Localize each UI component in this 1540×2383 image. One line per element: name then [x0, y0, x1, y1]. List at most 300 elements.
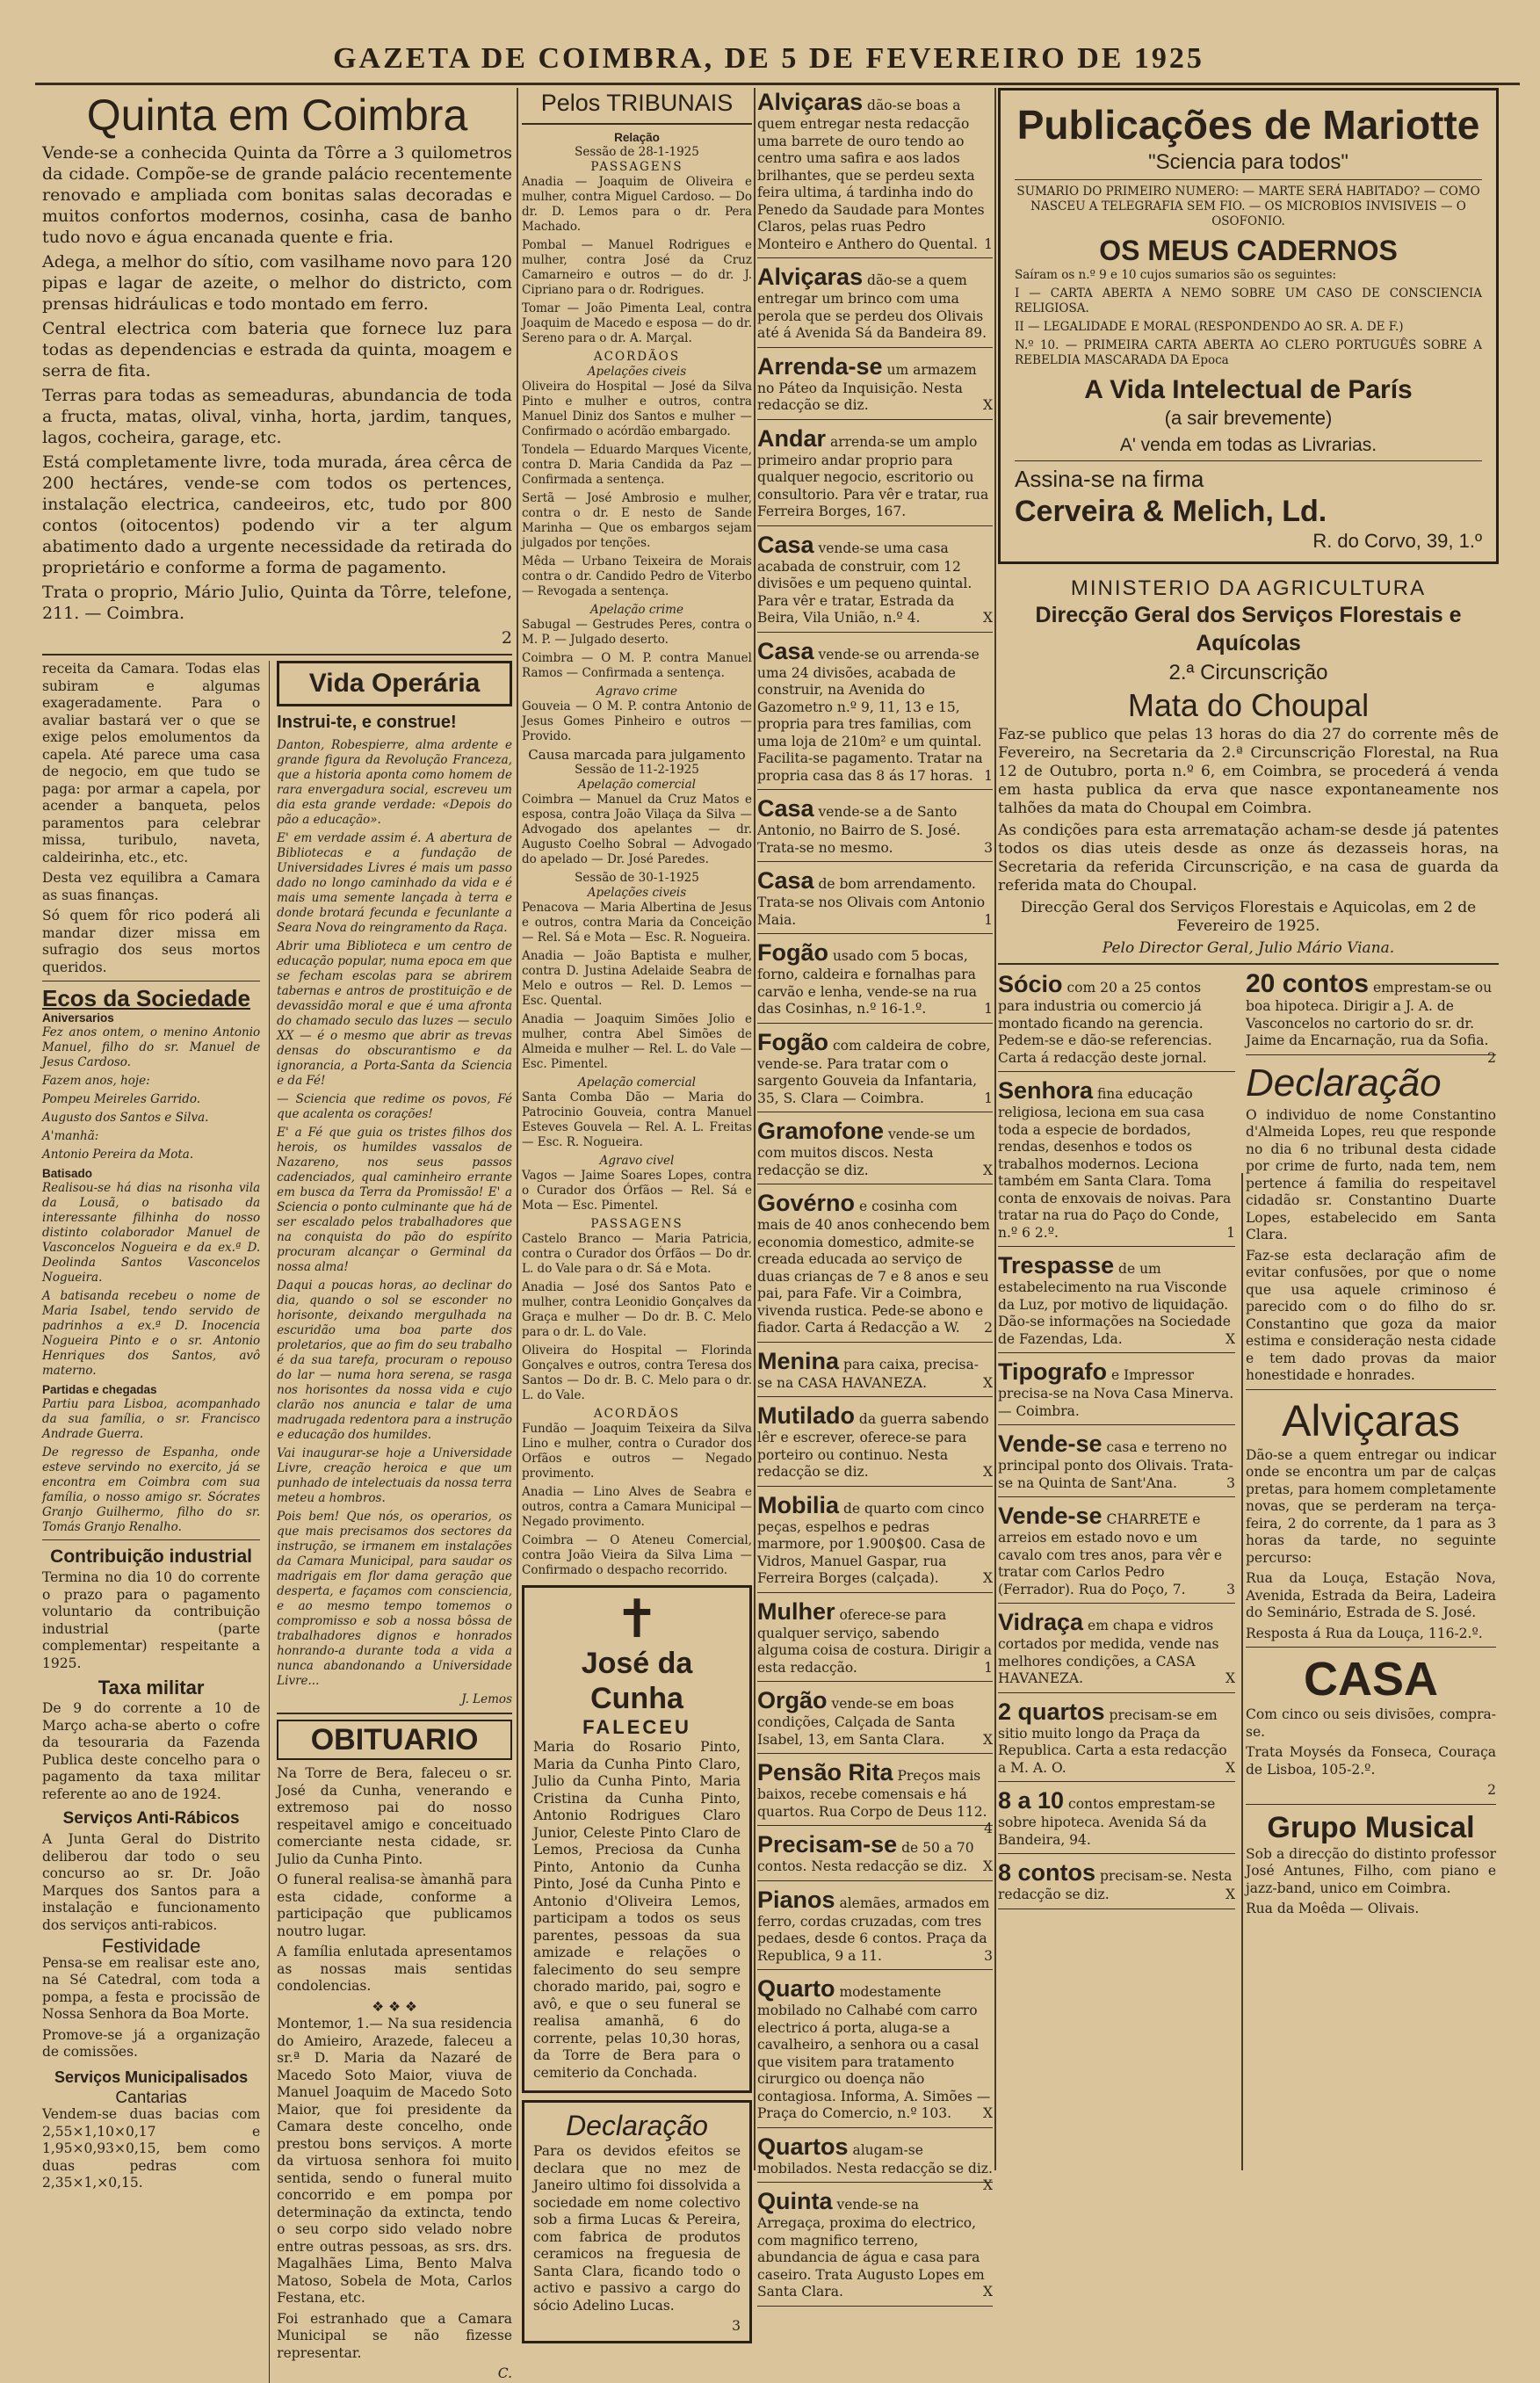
- cantarias-title: Cantarias: [115, 2088, 187, 2107]
- classified-ad: [757, 938, 993, 1018]
- tribunais-entry: Coimbra — O M. P. contra Manuel Ramos — Confirmada a sentença.: [522, 651, 752, 680]
- classified-ad: [757, 1830, 993, 1876]
- ad-keyword: Pianos: [757, 1886, 835, 1913]
- vida-para: E' a Fé que guia os tristes filhos dos herois, os humildes vassalos de Nazareno, nos seus passos cadenciados, qual caminheiro errante em busca da Terra da Promissão! E' a Sciencia o ponto culminante que há de ser escalado pelos trabalhadores que na conquista do pão do espírito procuram alcançar o Germinal da nossa alma!: [277, 1126, 512, 1274]
- column-rule: [517, 88, 518, 2170]
- divider: [757, 2127, 993, 2128]
- bapt-title: Batisado: [42, 1167, 93, 1180]
- ad-num: X: [982, 610, 993, 626]
- mariotte-title: Publicações de Mariotte: [1016, 102, 1480, 148]
- classified-ad: [757, 263, 993, 343]
- classified-ad: [757, 637, 993, 786]
- ministerio-title: MINISTERIO DA AGRICULTURA: [1070, 576, 1427, 600]
- ad-num: X: [982, 1374, 993, 1391]
- classified-ad: [998, 1608, 1235, 1688]
- divider: [757, 1825, 993, 1826]
- classified-ad: [998, 1430, 1235, 1492]
- ad-num: X: [982, 2105, 993, 2121]
- ad-num: 3: [1226, 1474, 1235, 1491]
- classified-ad: [757, 1347, 993, 1393]
- obit-notice-name: José da Cunha: [581, 1647, 693, 1715]
- tribunais-entry: Anadia — João Baptista e mulher, contra D. Justina Adelaide Seabra de Melo e outros — Rel. D. Lemos — Esc. Quental.: [522, 949, 752, 1008]
- ministerio-circ: 2.ª Circunscrição: [1168, 661, 1328, 684]
- alvicaras3-text: Rua da Louça, Estação Nova, Avenida, Estrada da Beira, Ladeira do Seminário, Estrada de S. José.: [1246, 1570, 1496, 1620]
- ad-text: de 50 a 70 contos. Nesta redacção se diz.: [757, 1840, 974, 1874]
- ad-num: X: [982, 1162, 993, 1178]
- classified-ad: [757, 1189, 993, 1337]
- firma-rua: R. do Corvo, 39, 1.º: [1312, 530, 1482, 552]
- ornament: ❖ ❖ ❖: [372, 1998, 417, 2015]
- ad-text: alugam-se mobilados. Nesta redacção se diz.: [757, 2141, 993, 2177]
- munic-title: Serviços Municipalisados: [54, 2068, 249, 2086]
- ad-keyword: 8 contos: [998, 1859, 1096, 1886]
- classified-ad: [757, 1886, 993, 1966]
- vida-sair: (a sair brevemente): [1164, 407, 1333, 429]
- column-3: [757, 88, 993, 2300]
- ad-keyword: 2 quartos: [998, 1698, 1105, 1725]
- classified-ad: [998, 1858, 1235, 1904]
- aniv-line: Augusto dos Santos e Silva.: [42, 1111, 209, 1125]
- tribunais-sessao: Sessão de 11-2-1925: [575, 763, 699, 777]
- divider: [757, 1969, 993, 1970]
- tribunais-entry: Gouveia — O M. P. contra Antonio de Jesus Gomes Pinheiro e outros — Provido.: [522, 699, 752, 743]
- ad-num: 1: [984, 1659, 993, 1676]
- vida-para: Daqui a poucas horas, ao declinar do dia, quando o sol se esconder no horisonte, deixando mergulhada na escuridão uma boa parte dos proletarios, que ao fim do seu trabalho é da sua tarefa, procuram o repouso do lar — numa hora serena, se rasga nos horisontes da nossa vida e cujo clarão nos anuncia e talar de uma madrugada redentora para a instrução e educação dos humildes.: [277, 1278, 512, 1442]
- cadernos-item: I — CARTA ABERTA A NEMO SOBRE UM CASO DE CONSCIENCIA RELIGIOSA.: [1015, 286, 1482, 315]
- divider: [998, 1071, 1235, 1072]
- tribunais-entry: Anadia — Joaquim de Oliveira e mulher, contra Miguel Cardoso. — Do dr. D. Lemos para o dr. Pera Machado.: [522, 175, 752, 234]
- ad-text: vende-se a de Santo Antonio, no Bairro de S. José. Trata-se no mesmo.: [757, 804, 961, 856]
- ad-text: vende-se em boas condições, Calçada de Santa Isabel, 13, em Santa Clara.: [757, 1696, 956, 1748]
- tribunais-relacao: Relação: [614, 131, 660, 144]
- ad-keyword: 8 a 10: [998, 1787, 1065, 1814]
- ad-text: de quarto com cinco peças, espelhos e pedras marmore, por 1.900$00. Casa de Vidros, Manuel Gaspar, rua Ferreira Borges (calçada).: [757, 1500, 986, 1586]
- ad-keyword: Trespasse: [998, 1252, 1115, 1278]
- ad-num: X: [982, 1731, 993, 1748]
- classified-ad: [998, 1502, 1235, 1598]
- quinta-num: 2: [501, 628, 512, 648]
- cadernos-intro: Saíram os n.º 9 e 10 cujos sumarios são os seguintes:: [1015, 268, 1337, 282]
- ad-text: da guerra sabendo lêr e escrever, oferece-se para porteiro ou continuo. Nesta redacção se diz.: [757, 1411, 989, 1480]
- vida-operaria-box: [277, 661, 512, 706]
- divider: [757, 1023, 993, 1024]
- ad-keyword: Quartos: [757, 2133, 849, 2160]
- ad-keyword: Casa: [757, 531, 814, 558]
- divider: [522, 123, 752, 125]
- classified-ad: [757, 1402, 993, 1481]
- quinta-para: Vende-se a conhecida Quinta da Tôrre a 3 quilometros da cidade. Compõe-se de grande palácio recentemente renovado e ampliada com bonitas salas decoradas e muitos confortos modernos, cosinha, casa de banho tudo novo e água encanada quente e fria.: [42, 143, 512, 247]
- divider: [998, 1496, 1235, 1497]
- ad-text: precisam-se em sitio muito longo da Praça da Republica. Carta a esta redacção a M. A. O.: [998, 1706, 1227, 1776]
- obit-title: OBITUARIO: [277, 1720, 512, 1760]
- contrib-title: Contribuição industrial: [50, 1546, 252, 1567]
- sub-column-right-4: [1246, 970, 1496, 1922]
- divider: [757, 1486, 993, 1487]
- quinta-title: Quinta em Coimbra: [86, 91, 468, 140]
- ad-num: X: [1225, 1759, 1235, 1776]
- column-rule: [994, 88, 996, 2170]
- tribunais-entry: Coimbra — O Ateneu Comercial, contra João Vieira da Silva Lima — Confirmado o despacho recorrido.: [522, 1533, 752, 1577]
- divider: [998, 1781, 1235, 1782]
- cross-icon: ✝: [614, 1589, 660, 1650]
- mariotte-subtitle: "Sciencia para todos": [1148, 150, 1348, 174]
- ad-text: para caixa, precisa-se na CASA HAVANEZA.: [757, 1356, 979, 1391]
- venda-livrarias: A' venda em todas as Livrarias.: [1119, 435, 1377, 455]
- divider: [42, 1539, 260, 1540]
- ad-keyword: Mutilado: [757, 1402, 855, 1429]
- divider: [998, 1424, 1235, 1425]
- ad-text: vende-se uma casa acabada de construir, com 12 divisões e um pequeno quintal. Para vêr e tratar, Estrada da Beira, Vila União, n.º 4.: [757, 540, 972, 626]
- divider: [1015, 179, 1482, 180]
- vinte-contos-num: 2: [1487, 1049, 1496, 1066]
- ad-num: 1: [984, 235, 993, 252]
- tribunais-entry: Sertã — José Ambrosio e mulher, contra o dr. E nesto de Sande Marinha — Que os embargos sejam julgados por tenções.: [522, 491, 752, 550]
- classified-ad: [757, 424, 993, 521]
- grupo-text: Rua da Moêda — Olivais.: [1246, 1901, 1420, 1916]
- tribunais-entry: Tomar — João Pimenta Leal, contra Joaquim de Macedo e esposa — do dr. Sereno para o dr. A. Marçal.: [522, 301, 752, 345]
- divider: [757, 419, 993, 420]
- ad-keyword: Menina: [757, 1347, 840, 1374]
- obit-para: Montemor, 1.— Na sua residencia do Amieiro, Arazede, faleceu a sr.ª D. Maria da Nazaré de Macedo Soto Maior, viuva de Manuel Joaquim de Macedo Soto Maior, que foi presidente da Camara deste concelho, onde prestou bons serviços. A morte da virtuosa senhora foi muito sentida, sendo o funeral muito concorrido e em pompa por determinação da extincta, tendo o seu corpo sido velado nobre entre outras pessoas, as srs. drs. Magalhães Lima, Bento Malva Matoso, Sobela de Mota, Carlos Festana, etc.: [277, 2016, 512, 2306]
- aniv-line: Antonio Pereira da Mota.: [42, 1148, 194, 1162]
- casa-text: Com cinco ou seis divisões, compra-se.: [1246, 1706, 1496, 1740]
- ad-keyword: Quarto: [757, 1975, 835, 2002]
- divider: [1246, 1647, 1496, 1648]
- ad-text: usado com 5 bocas, forno, caldeira e fornalhas para carvão e lenha, vende-se na rua das Cosinhas, n.º 16-1.º.: [757, 948, 977, 1017]
- aniv-line: Fez anos ontem, o menino Antonio Manuel, filho do sr. Manuel de Jesus Cardoso.: [42, 1025, 261, 1069]
- classified-ad: [757, 1758, 993, 1836]
- ad-text: contos emprestam-se sobre hipoteca. Avenida Sá da Bandeira, 94.: [998, 1796, 1216, 1848]
- bapt-para: A batisanda recebeu o nome de Maria Isabel, tendo servido de padrinhos a ex.ª D. Inocencia Nogueira Pinto e o sr. Antonio Henriques dos Santos, avô materno.: [42, 1289, 261, 1378]
- tribunais-subhead: Apelações civeis: [587, 886, 687, 900]
- assina: Assina-se na firma: [1015, 466, 1204, 492]
- tribunais-entry: Fundão — Joaquim Teixeira da Silva Lino e mulher, contra o Curador dos Orfãos e outros — Negado provimento.: [522, 1422, 752, 1481]
- obit-para: O funeral realisa-se àmanhã para esta cidade, conforme a participação que publicamos noutro lugar.: [277, 1872, 512, 1939]
- ad-text: fina educação religiosa, leciona em sua casa toda a especie de bordados, rendas, desenhos e todos os trabalhos modernos. Leciona também em Santa Clara. Toma conta de enxovais de noivas. Para tratar na rua do Paço do Conde, n.º 6 2.º.: [998, 1086, 1232, 1241]
- column-rule: [754, 88, 756, 2170]
- tribunais-subhead: Apelação crime: [590, 603, 683, 617]
- ad-num: X: [1225, 1887, 1235, 1902]
- aniv-line: Fazem anos, hoje:: [42, 1074, 150, 1088]
- bapt-para: Realisou-se há dias na risonha vila da Lousã, o batisado da interessante filhinha do nosso distinto colaborador Manuel de Vasconcelos Nogueira e da ex.ª D. Deolinda Santos Vasconcelos Nogueira.: [42, 1181, 261, 1285]
- ad-text: vende-se ou arrenda-se uma 24 divisões, acabada de construir, na Avenida do Gazometro n.º 9, 11, 13 e 15, propria para tres familias, com uma loja de 210m² e um quintal. Facilita-se pagamento. Tratar na propria casa das 8 ás 17 horas.: [757, 646, 983, 784]
- divider: [1246, 1054, 1496, 1055]
- obit-para: A família enlutada apresentamos as nossas mais sentidas condolencias.: [277, 1944, 512, 1994]
- vida-para: Danton, Robespierre, alma ardente e grande figura da Revolução Franceza, que a historia aponta como homem de rara envergadura social, escreveu um dia esta grande verdade: «Depois do pão a educação».: [277, 738, 512, 827]
- classified-ad: [757, 794, 993, 857]
- tribunais-entry: Penacova — Maria Albertina de Jesus e outros, contra Maria da Conceição — Rel. Sá e Mota — Esc. R. Nogueira.: [522, 901, 752, 945]
- tribunais-subhead: Apelações civeis: [587, 365, 687, 379]
- column-1: [42, 88, 512, 2381]
- ad-keyword: Casa: [757, 795, 814, 822]
- divider: [757, 525, 993, 526]
- divider: [757, 1396, 993, 1397]
- festiv-para: Pensa-se em realisar este ano, na Sé Catedral, com toda a pompa, a festa e procissão de Nossa Senhora da Boa Morte.: [42, 1954, 261, 2022]
- tribunais-entry: Oliveira do Hospital — Florinda Gonçalves e outros, contra Teresa dos Santos — Do dr. B. C. Melo para o dr. L. do Vale.: [522, 1344, 752, 1402]
- tribunais-entry: Castelo Branco — Maria Patricia, contra o Curador dos Órfãos — Do dr. L. do Vale para o dr. Sá e Mota.: [522, 1232, 752, 1276]
- ad-num: X: [982, 1464, 993, 1480]
- divider: [757, 632, 993, 633]
- tribunais-causa: Causa marcada para julgamento: [528, 747, 746, 763]
- tribunais-title: Pelos TRIBUNAIS: [540, 90, 734, 116]
- grupo-text: Sob a direcção do distinto professor José Antunes, Filho, com piano e jazz-band, unico em Coimbra.: [1246, 1845, 1496, 1896]
- ad-keyword: Casa: [757, 867, 814, 894]
- casa-num: 2: [1487, 1782, 1496, 1798]
- taxa-text: De 9 do corrente a 10 de Março acha-se aberto o cofre da tesouraria da Fazenda Publica deste concelho para o pagamento da taxa militar referente ao ano de 1924.: [42, 1700, 261, 1802]
- classified-ad: [757, 2133, 993, 2193]
- aniv-title: Aniversarios: [42, 1011, 114, 1025]
- cadernos-title: OS MEUS CADERNOS: [1099, 235, 1398, 266]
- ad-keyword: Vende-se: [998, 1503, 1103, 1529]
- sub-column-left: [42, 661, 260, 2383]
- ad-num: X: [982, 1858, 993, 1874]
- divider: [1015, 460, 1482, 461]
- vida-intelectual: A Vida Intelectual de París: [1084, 375, 1413, 404]
- tribunais-entry: Sabugal — Gestrudes Peres, contra o M. P. — Julgado deserto.: [522, 618, 752, 647]
- ad-keyword: Arrenda-se: [757, 352, 883, 380]
- ad-keyword: Govérno: [757, 1190, 856, 1216]
- divider: [42, 654, 512, 656]
- tribunais-entry: Anadia — Joaquim Simões Jolio e mulher, contra Abel Simões de Almeida e mulher — Rel. L. do Vale — Esc. Pimentel.: [522, 1012, 752, 1071]
- ministerio-text: As condições para esta arrematação acham-se desde já patentes todos os dias uteis desde as onze ás dezasseis horas, na Secretaria da referida Circunscrição, e na casa de guarda da referida mata do Choupal.: [998, 822, 1499, 895]
- casa-title: CASA: [1303, 1653, 1438, 1706]
- tribunais-passagens: PASSAGENS: [590, 160, 683, 174]
- divider: [757, 2306, 993, 2307]
- camara-para: Só quem fôr rico poderá ali mandar dizer missa em sufragio dos seus mortos queridos.: [42, 908, 261, 975]
- divider: [757, 933, 993, 934]
- divider: [1246, 1389, 1496, 1390]
- divider: [998, 1246, 1235, 1247]
- classified-ad: [757, 866, 993, 929]
- ad-text: de bom arrendamento. Trata-se nos Olivais com Antonio Maia.: [757, 876, 986, 928]
- ad-text: com 20 a 25 contos para industria ou comercio já montado ficando na gerencia. Pedem-se e dão-se referencias. Carta á redacção deste jornal.: [998, 980, 1212, 1066]
- festiv-title: Festividade: [101, 1935, 201, 1957]
- divider: [757, 1681, 993, 1682]
- tribunais-subhead: Apelação comercial: [578, 1076, 696, 1090]
- servicos-title: Serviços Anti-Rábicos: [62, 1809, 240, 1828]
- festiv-para: Promove-se já a organização de comissões.: [42, 2026, 261, 2060]
- ad-text: CHARRETE e arreios em estado novo e um cavalo com tres anos, para vêr e tratar com Carlos Pedro (Ferrador). Rua do Poço, 7.: [998, 1511, 1223, 1597]
- contrib-text: Termina no dia 10 do corrente o prazo para o pagamento voluntario da contribuição industrial (parte complementar) respeitante a 1925.: [42, 1569, 261, 1671]
- mariotte-sumario: SUMARIO DO PRIMEIRO NUMERO: — MARTE SERÁ HABITADO? — COMO NASCEU A TELEGRAFIA SEM FIO. — OS MICROBIOS INVISIVEIS — O OSOFONIO.: [1016, 185, 1480, 228]
- ad-keyword: Alviçaras: [757, 89, 864, 115]
- quinta-para: Adega, a melhor do sítio, com vasilhame novo para 120 pipas e lagar de azeite, o melhor do districto, com prensas hidráulicas e todo montado em ferro.: [42, 252, 512, 314]
- ad-num: 2: [984, 1320, 993, 1336]
- part-para: Partiu para Lisboa, acompanhado da sua família, o sr. Francisco Andrade Guerra.: [42, 1397, 261, 1441]
- declaracao2-text: Faz-se esta declaração afim de evitar confusões, por que o nome que usa aquele criminoso é parecido com o do filho do sr. Constantino que goza da maior estima e consideração nesta cidade e tem dado provas da maior honestidade e honrades.: [1246, 1247, 1496, 1383]
- classified-ad: [757, 1686, 993, 1749]
- declaracao-title: Declaração: [566, 2110, 708, 2141]
- divider: [757, 2182, 993, 2183]
- tribunais-passagens: PASSAGENS: [590, 1217, 683, 1231]
- quinta-para: Está completamente livre, toda murada, área cêrca de 200 hectáres, vende-se com todos os pertences, instalação electrica, candeeiros, etc, tudo por 800 contos (oitocentos) podendo vir a ter algum abatimento dado a urgente necessidade da retirada do proprietário e conforme a forma de pagamento.: [42, 453, 512, 577]
- declaracao-box: [522, 2100, 752, 2343]
- declaracao-num: 3: [732, 2318, 741, 2334]
- classified-ad: [757, 352, 993, 415]
- alvicaras3-text: Resposta á Rua da Louça, 116-2.º.: [1246, 1625, 1483, 1641]
- quinta-ad: [42, 142, 512, 648]
- ad-text: dão-se boas a quem entregar nesta redacção uma barrete de ouro tendo ao centro uma safira e aos lados brilhantes, que se perdeu sexta feira ultima, á tardinha indo do Penedo da Saudade para Montes Claros, pelas ruas Pedro Monteiro e Anthero do Quental.: [757, 98, 985, 252]
- ad-keyword: Andar: [757, 424, 827, 452]
- divider: [757, 1753, 993, 1754]
- sub-column-right: [269, 661, 512, 2383]
- ad-num: X: [1225, 1330, 1235, 1347]
- ad-keyword: Mobilia: [757, 1491, 839, 1518]
- cadernos-item: II — LEGALIDADE E MORAL (RESPONDENDO AO SR. A. DE F.): [1015, 320, 1404, 334]
- classified-ad: [998, 1786, 1235, 1849]
- ad-text: vende-se um com muitos discos. Nesta redacção se diz.: [757, 1126, 975, 1178]
- quinta-para: Trata o proprio, Mário Julio, Quinta da Tôrre, telefone, 211. — Coimbra.: [42, 583, 512, 623]
- tribunais-entry: Vagos — Jaime Soares Lopes, contra o Curador dos Órfãos — Rel. Sá e Mota — Esc. Pimentel.: [522, 1169, 752, 1213]
- classified-ad: [998, 1358, 1235, 1420]
- mariotte-box: [998, 88, 1499, 564]
- ad-keyword: Gramofone: [757, 1118, 885, 1144]
- ad-text: e cosinha com mais de 40 anos conhecendo bem economia domestico, admite-se creada educada ao serviço de duas crianças de 7 e 8 anos e seu pai, para Fafe. Vir a Coimbra, vivenda rustica. Pede-se abono e fiador. Carta á Redacção a W.: [757, 1199, 990, 1336]
- cantarias-text: Vendem-se duas bacias com 2,55×1,10×0,17 e 1,95×0,93×0,15, bem como duas pedras com 2,35×1,×0,15.: [42, 2106, 261, 2191]
- ad-text: um armazem no Páteo da Inquisição. Nesta redacção se diz.: [757, 361, 977, 413]
- ad-text: casa e terreno no principal ponto dos Olivais. Trata-se na Quinta de Sant'Ana.: [998, 1439, 1233, 1491]
- ad-text: modestamente mobilado no Calhabé com carro electrico á porta, aluga-se a cavalheiro, a senhora ou a casal que visitem para tratamento cirurgico ou doença não contagiosa. Informa, A. Simões — Praça do Comercio, n.º 103.: [757, 1984, 991, 2121]
- classified-ad: [998, 970, 1235, 1067]
- tribunais-acordaos: ACORDÃOS: [593, 1407, 681, 1421]
- classified-ad: [757, 1974, 993, 2123]
- servicos-text: A Junta Geral do Distrito deliberou dar todo o seu concurso ao sr. Dr. João Marques dos Santos para a instalação e funcionamento dos serviços anti-rabicos.: [42, 1831, 261, 1933]
- declaracao2-title: Declaração: [1246, 1061, 1442, 1105]
- tribunais-sessao: Sessão de 30-1-1925: [575, 871, 699, 885]
- vida-title: Vida Operária: [308, 669, 481, 698]
- obit-para: Na Torre de Bera, faleceu o sr. José da Cunha, venerando e extremoso pai do nosso respeitavel amigo e conceituado comerciante nesta cidade, sr. Julio da Cunha Pinto.: [277, 1765, 512, 1867]
- tribunais-entry: Santa Comba Dão — Maria do Patrocinio Gouveia, contra Manuel Esteves Gouvela — Rel. A. L. Freitas — Esc. R. Nogueira.: [522, 1090, 752, 1149]
- camara-para: receita da Camara. Todas elas subiram e algumas exageradamente. Para o avaliar bastará ver o que se exige pelos emolumentos da capela. Até parece uma casa de negocio, em que tudo se paga: por armar a capela, por acender a banqueta, pelos paramentos para celebrar missa, turibulo, naveta, caldeirinha, etc., etc.: [42, 661, 261, 866]
- classified-ad: [757, 1597, 993, 1677]
- tribunais-acordaos: ACORDÃOS: [593, 350, 681, 364]
- ad-keyword: Vidraça: [998, 1609, 1084, 1635]
- ad-keyword: Fogão: [757, 939, 828, 966]
- classified-ad: [998, 1251, 1235, 1348]
- vida-sig: J. Lemos: [461, 1692, 512, 1706]
- classified-ad: [757, 1028, 993, 1108]
- tribunais-entry: Anadia — Lino Alves de Seabra e outros, contra a Camara Municipal — Negado provimento.: [522, 1485, 752, 1529]
- divider: [757, 257, 993, 258]
- camara-para: Desta vez equilibra a Camara as suas finanças.: [42, 870, 261, 903]
- vida-para: Vai inaugurar-se hoje a Universidade Livre, creação heroica e que um punhado de intelectuais da nossa terra meteu a hombros.: [277, 1446, 512, 1505]
- classified-ad: [757, 2187, 993, 2301]
- cadernos-item: N.º 10. — PRIMEIRA CARTA ABERTA AO CLERO PORTUGUÊS SOBRE A REBELDIA MASCARADA DA Epoca: [1015, 338, 1482, 367]
- column-2: [522, 88, 752, 2334]
- tribunais-entry: Coimbra — Manuel da Cruz Matos e esposa, contra João Vilaça da Silva — Advogado dos apelantes — dr. Augusto Coelho Sobral — Advogado do apelado — Dr. José Paredes.: [522, 793, 752, 866]
- aniv-line: A'manhã:: [42, 1129, 99, 1143]
- ad-text: dão-se a quem entregar um brinco com uma perola que se perdeu dos Olivais até á Avenida Sá da Bandeira 89.: [757, 272, 987, 341]
- taxa-title: Taxa militar: [98, 1677, 205, 1699]
- alvicaras3-title: Alviçaras: [1282, 1395, 1460, 1445]
- tribunais-entry: Pombal — Manuel Rodrigues e mulher, contra José da Cruz Camarneiro e outros — do dr. J. Cipriano para o dr. Rodrigues.: [522, 238, 752, 297]
- obit-notice-text: Maria do Rosario Pinto, Maria da Cunha Pinto Claro, Julio da Cunha Pinto, Maria Cristina da Cunha Pinto, Antonio Rodrigues Claro Junior, Celeste Pinto Claro de Lemos, Preciosa da Cunha Pinto, Antonio da Cunha Pinto, José da Cunha Pinto e Antonio d'Oliveira Lemos, participam a todos os seus parentes, pessoas da sua amizade e relações o falecimento do seu sempre chorado marido, pai, sogro e avô, e que o seu funeral se realisa amanhã, 6 do corrente, pelas 10,30 horas, da Torre de Bera para o cemiterio da Conchada.: [533, 1739, 741, 2081]
- ad-num: 3: [1226, 1581, 1235, 1597]
- ad-keyword: Sócio: [998, 971, 1063, 997]
- tribunais-subhead: Apelação comercial: [578, 778, 696, 792]
- ad-num: 4: [984, 1821, 993, 1836]
- vinte-contos-text: emprestam-se ou boa hipoteca. Dirigir a J. A. de Vasconcelos no cartorio do sr. dr. Jaime da Encarnação, rua da Sofia.: [1246, 980, 1493, 1048]
- ad-keyword: Casa: [757, 637, 814, 664]
- firma: Cerveira & Melich, Ld.: [1015, 495, 1327, 528]
- vinte-contos-kw: 20 contos: [1246, 969, 1370, 998]
- classified-ad: [757, 531, 993, 627]
- masthead: GAZETA DE COIMBRA, DE 5 DE FEVEREIRO DE 1925: [333, 42, 1204, 75]
- divider: [998, 1603, 1235, 1604]
- ministerio-direccao: Direcção Geral dos Serviços Florestais e Aquícolas: [1035, 603, 1462, 656]
- ad-num: 3: [984, 839, 993, 856]
- ad-keyword: Precisam-se: [757, 1831, 898, 1858]
- ad-keyword: Senhora: [998, 1077, 1094, 1104]
- ad-keyword: Mulher: [757, 1597, 835, 1625]
- divider: [757, 1592, 993, 1593]
- tribunais-sessao: Sessão de 28-1-1925: [575, 145, 699, 159]
- declaracao2-text: O individuo de nome Constantino d'Almeida Lopes, reu que responde no dia 6 no tribunal desta cidade por crime de furto, nada tem, nem pertence á familia do respeitavel cidadão sr. Constantino Duarte Lopes, estabelecido em Santa Clara.: [1246, 1106, 1496, 1242]
- grupo-title: Grupo Musical: [1267, 1810, 1475, 1844]
- declaracao-text: Para os devidos efeitos se declara que no mez de Janeiro ultimo foi dissolvida a sociedade em nome colectivo sob a firma Lucas & Pereira, com fabrica de produtos ceramicos na freguesia de Santa Clara, ficando todo o activo e passivo a cargo do sócio Adelino Lucas.: [533, 2143, 741, 2314]
- ad-keyword: Tipografo: [998, 1358, 1107, 1385]
- quinta-para: Central electrica com bateria que fornece luz para todas as dependencias e estrada da quinta, moagem e serra de fita.: [42, 319, 512, 380]
- divider: [998, 1853, 1235, 1854]
- classified-ads: [757, 88, 993, 2307]
- ad-text: em chapa e vidros cortados por medida, vende nas melhores condições, a CASA HAVANEZA.: [998, 1618, 1219, 1686]
- vida-para: E' em verdade assim é. A abertura de Bibliotecas e a fundação de Universidades Livres é mais um passo dado no longo caminhado da vida e é mais uma semente lançada à terra e donde brotará fecunda e fecunlante a Seara Nova do reingramento da Raça.: [277, 831, 512, 935]
- ad-text: precisam-se. Nesta redacção se diz.: [998, 1868, 1233, 1902]
- tribunais-entry: Oliveira do Hospital — José da Silva Pinto e mulher e outros, contra Manuel Diniz dos Santos e mulher — Confirmado o acórdão embargado.: [522, 380, 752, 438]
- ad-text: vende-se na Arregaça, proxima do electrico, com magnifico terreno, abundancia de água e casa para caseiro. Trata Augusto Lopes em Santa Clara.: [757, 2197, 985, 2300]
- vinte-contos-ad: [1246, 969, 1496, 1066]
- classified-ad: [998, 1698, 1235, 1778]
- tribunais-entry: Mêda — Urbano Teixeira de Morais contra o dr. Candido Pedro de Viterbo — Revogada a sentença.: [522, 554, 752, 598]
- aniv-line: Pompeu Meireles Garrido.: [42, 1092, 201, 1106]
- ministerio-notice: [998, 576, 1499, 958]
- ad-num: 3: [984, 1947, 993, 1964]
- ad-num: 1: [984, 1001, 993, 1017]
- ad-num: 1: [984, 767, 993, 784]
- ministerio-sig: Pelo Director Geral, Julio Mário Viana.: [1102, 939, 1395, 957]
- divider: [998, 963, 1499, 965]
- ministerio-text: Faz-se publico que pelas 13 horas do dia 27 do corrente mês de Fevereiro, na Secretaria da 2.ª Circunscrição Florestal, na Rua 12 de Outubro, porta n.º 6, em Coimbra, se procederá á venda em hasta publica da erva que nasce expontaneamente nos talhões da mata do Choupal em Coimbra.: [998, 726, 1499, 817]
- ad-keyword: Orgão: [757, 1687, 828, 1713]
- obit-notice-box: [522, 1585, 752, 2093]
- part-para: De regresso de Espanha, onde esteve servindo no exercito, já se encontra em Coimbra com sua família, o nosso amigo sr. Sócrates Granjo Guilhermo, filho do sr. Tomás Granjo Renalho.: [42, 1445, 261, 1534]
- divider: [757, 347, 993, 348]
- ad-num: 1: [1226, 1224, 1235, 1241]
- ad-keyword: Vende-se: [998, 1431, 1103, 1457]
- vida-para: — Sciencia que redime os povos, Fé que acalenta os corações!: [277, 1092, 512, 1121]
- ecos-title: Ecos da Sociedade: [42, 985, 250, 1011]
- tribunais-subhead: Agravo crime: [596, 684, 678, 699]
- divider: [277, 1713, 512, 1714]
- divider: [757, 789, 993, 790]
- obit-para: Foi estranhado que a Camara Municipal se não fizesse representar.: [277, 2310, 512, 2361]
- casa-text: Trata Moysés da Fonseca, Couraça de Lisboa, 105-2.º.: [1246, 1744, 1496, 1778]
- classified-ad: [757, 88, 993, 253]
- ad-text: com caldeira de cobre, vende-se. Para tratar com o sargento Gouveia da Infantaria, 35, S. Clara — Coimbra.: [757, 1037, 991, 1106]
- divider: [757, 1880, 993, 1881]
- obit-sig: C.: [497, 2365, 512, 2381]
- part-title: Partidas e chegadas: [42, 1383, 157, 1396]
- divider: [757, 861, 993, 862]
- vida-subtitle: Instrui-te, e construe!: [277, 713, 457, 732]
- divider: [998, 1692, 1235, 1693]
- ad-num: X: [982, 397, 993, 413]
- divider: [1246, 1804, 1496, 1805]
- ad-num: X: [1225, 1670, 1235, 1686]
- classified-ad: [757, 1491, 993, 1588]
- ad-num: X: [982, 2284, 993, 2300]
- ad-num: 1: [984, 911, 993, 928]
